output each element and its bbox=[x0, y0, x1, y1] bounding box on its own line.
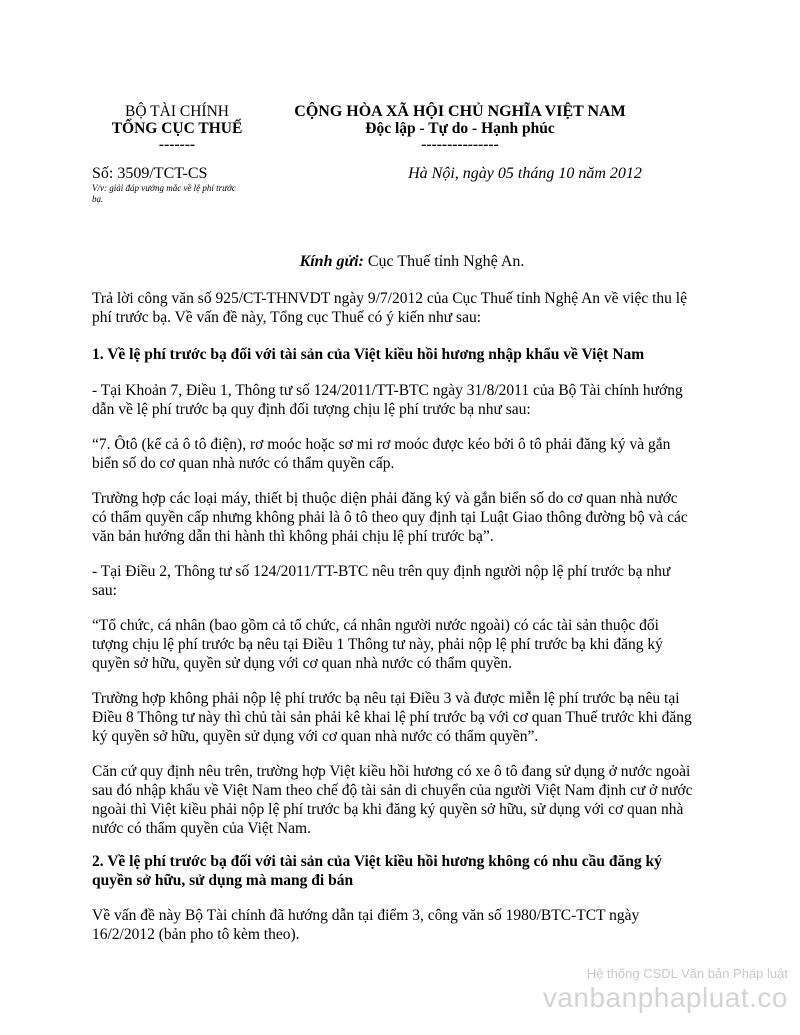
recipient-line bbox=[92, 252, 732, 272]
document-subject-line-1: V/v: giải đáp vướng mắc về lệ phí trước bbox=[92, 183, 236, 193]
ministry-name: BỘ TÀI CHÍNH bbox=[125, 103, 229, 120]
right-rule: --------------- bbox=[421, 136, 499, 153]
para-2-line-1: “7. Ôtô (kể cả ô tô điện), rơ moóc hoặc sơ mi rơ moóc được kéo bởi ô tô phải đăng ký và gắn bbox=[92, 436, 671, 453]
para-8-line-2: 16/2/2012 (bản pho tô kèm theo). bbox=[92, 926, 300, 943]
section-2-heading-line-2: quyền sở hữu, sử dụng mà mang đi bán bbox=[92, 872, 354, 889]
para-4-line-1: - Tại Điều 2, Thông tư số 124/2011/TT-BTC nêu trên quy định người nộp lệ phí trước bạ như bbox=[92, 563, 671, 580]
intro-line-1: Trả lời công văn số 925/CT-THNVDT ngày 9/7/2012 của Cục Thuế tỉnh Nghệ An về việc thu lệ bbox=[92, 290, 687, 307]
para-5-line-1: “Tổ chức, cá nhân (bao gồm cả tổ chức, cá nhân người nước ngoài) có các tài sản thuộc đối bbox=[92, 617, 659, 634]
para-7-line-2: sau đó nhập khẩu về Việt Nam theo chế độ tài sản di chuyển của người Việt Nam định cư ở nước bbox=[92, 782, 693, 799]
para-3-line-3: văn bản hướng dẫn thi hành thì không phải chịu lệ phí trước bạ”. bbox=[92, 528, 494, 545]
para-3-line-2: có thẩm quyền cấp nhưng không phải là ô tô theo quy định tại Luật Giao thông đường bộ và các bbox=[92, 509, 688, 526]
para-2-line-2: biển số do cơ quan nhà nước có thẩm quyền cấp. bbox=[92, 455, 395, 472]
para-5-line-2: tượng chịu lệ phí trước bạ nêu tại Điều 1 Thông tư này, phải nộp lệ phí trước bạ khi đăng ký bbox=[92, 636, 663, 653]
para-3-line-1: Trường hợp các loại máy, thiết bị thuộc diện phải đăng ký và gắn biển số do cơ quan nhà nước bbox=[92, 490, 678, 507]
para-1-line-2: dẫn về lệ phí trước bạ quy định đối tượng chịu lệ phí trước bạ như sau: bbox=[92, 401, 531, 418]
recipient-name: Cục Thuế tỉnh Nghệ An. bbox=[363, 253, 525, 270]
para-4-line-2: sau: bbox=[92, 582, 117, 599]
para-7-line-1: Căn cứ quy định nêu trên, trường hợp Việt kiều hồi hương có xe ô tô đang sử dụng ở nước ngoài bbox=[92, 763, 691, 780]
para-6-line-2: Điều 8 Thông tư này thì chủ tài sản phải kê khai lệ phí trước bạ với cơ quan Thuế trước khi đăng bbox=[92, 709, 692, 726]
document-subject-line-2: bạ. bbox=[92, 194, 104, 204]
watermark-site-name: vanbanphapluat.co bbox=[542, 982, 788, 1013]
para-1-line-1: - Tại Khoản 7, Điều 1, Thông tư số 124/2011/TT-BTC ngày 31/8/2011 của Bộ Tài chính hướng bbox=[92, 382, 683, 399]
para-6-line-1: Trường hợp không phải nộp lệ phí trước bạ nêu tại Điều 3 và được miễn lệ phí trước bạ nêu tại bbox=[92, 690, 680, 707]
country-name: CỘNG HÒA XÃ HỘI CHỦ NGHĨA VIỆT NAM bbox=[294, 103, 626, 120]
para-7-line-4: nước có thẩm quyền của Việt Nam. bbox=[92, 820, 311, 837]
recipient-label: Kính gửi: bbox=[299, 253, 364, 270]
national-motto: Độc lập - Tự do - Hạnh phúc bbox=[365, 120, 555, 137]
watermark-system-text: Hệ thống CSDL Văn bản Pháp luật bbox=[586, 966, 788, 981]
document-date: Hà Nội, ngày 05 tháng 10 năm 2012 bbox=[408, 165, 642, 182]
intro-line-2: phí trước bạ. Về vấn đề này, Tổng cục Thuế có ý kiến như sau: bbox=[92, 309, 482, 326]
para-8-line-1: Về vấn đề này Bộ Tài chính đã hướng dẫn tại điểm 3, công văn số 1980/BTC-TCT ngày bbox=[92, 907, 640, 924]
section-1-heading: 1. Về lệ phí trước bạ đối với tài sản của Việt kiều hồi hương nhập khẩu về Việt Nam bbox=[92, 346, 645, 363]
left-rule: ------- bbox=[158, 136, 196, 153]
para-6-line-3: ký quyền sở hữu, quyền sử dụng với cơ quan nhà nước có thẩm quyền”. bbox=[92, 728, 539, 745]
para-7-line-3: ngoài thì Việt kiều phải nộp lệ phí trước bạ khi đăng ký quyền sở hữu, sử dụng với cơ quan nhà bbox=[92, 801, 684, 818]
department-name: TỔNG CỤC THUẾ bbox=[111, 120, 243, 137]
para-5-line-3: quyền sở hữu, quyền sử dụng với cơ quan nhà nước có thẩm quyền. bbox=[92, 655, 513, 672]
section-2-heading-line-1: 2. Về lệ phí trước bạ đối với tài sản của Việt kiều hồi hương không có nhu cầu đăng ký bbox=[92, 853, 662, 870]
document-number: Số: 3509/TCT-CS bbox=[92, 165, 208, 182]
